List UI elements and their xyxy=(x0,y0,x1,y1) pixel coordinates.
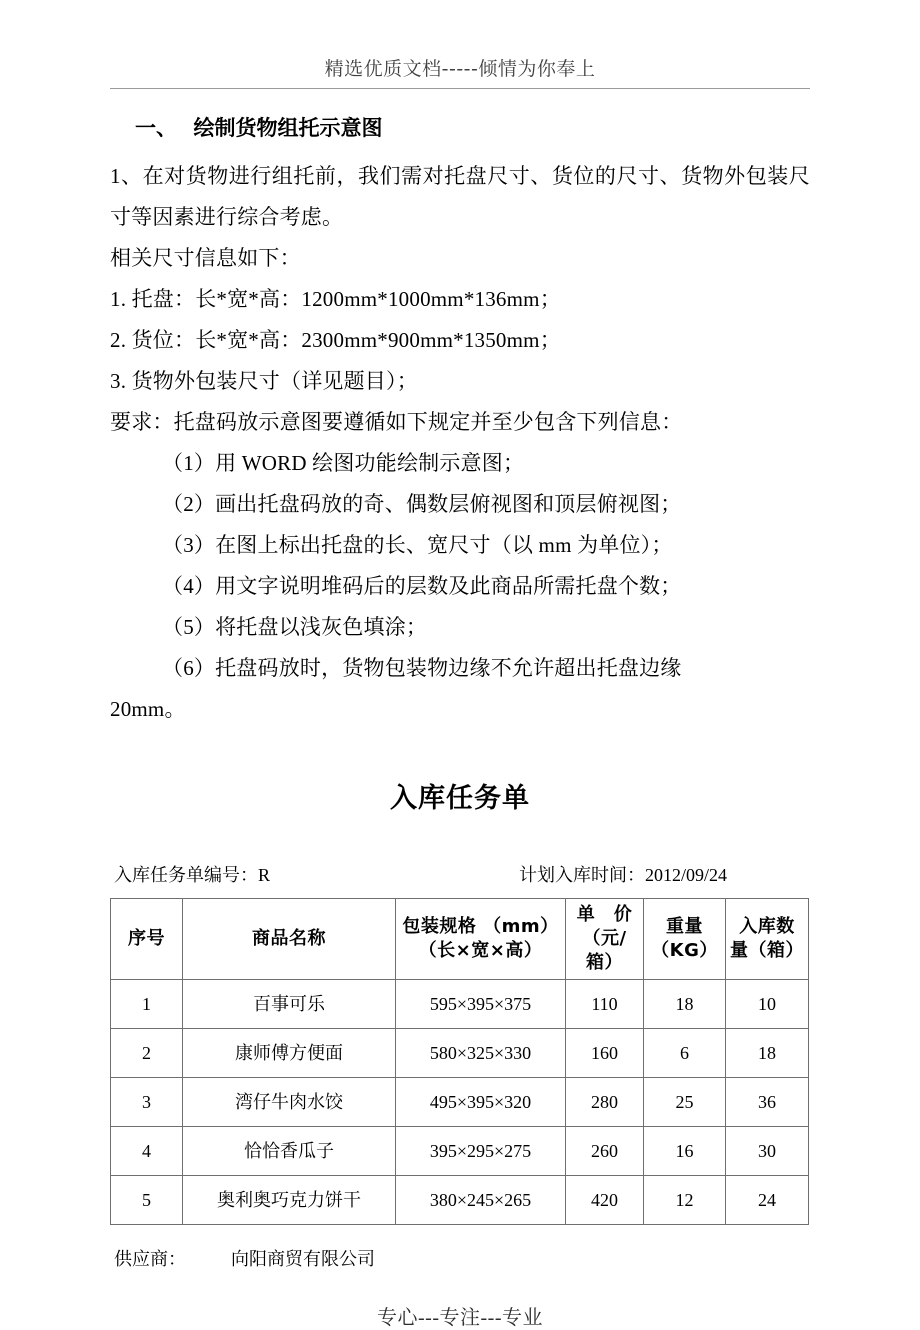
cell-name: 康师傅方便面 xyxy=(183,1029,396,1078)
column-header-qty xyxy=(726,899,809,980)
column-header-weight-line1: 重量 xyxy=(666,915,703,937)
cell-weight: 16 xyxy=(644,1127,726,1176)
header-divider xyxy=(110,88,810,89)
cell-index: 4 xyxy=(111,1127,183,1176)
table-row xyxy=(111,980,809,1029)
column-header-price-line3: 箱） xyxy=(586,952,623,974)
column-header-name-label: 商品名称 xyxy=(252,927,326,949)
table-header-row xyxy=(111,899,809,980)
cell-price: 260 xyxy=(566,1127,644,1176)
table-row xyxy=(111,1176,809,1225)
form-title: 入库任务单 xyxy=(390,783,530,815)
cell-qty: 18 xyxy=(726,1029,809,1078)
supplier-value: 向阳商贸有限公司 xyxy=(231,1249,375,1270)
cell-index: 3 xyxy=(111,1078,183,1127)
cell-qty: 24 xyxy=(726,1176,809,1225)
cell-spec: 495×395×320 xyxy=(396,1078,566,1127)
cell-spec: 395×295×275 xyxy=(396,1127,566,1176)
column-header-weight xyxy=(644,899,726,980)
list-item: （5）将托盘以浅灰色填涂； xyxy=(162,615,428,640)
column-header-index-label: 序号 xyxy=(128,927,165,949)
page-content xyxy=(110,0,810,1330)
column-header-spec-line1: 包装规格 （mm） xyxy=(402,915,559,937)
cell-index: 5 xyxy=(111,1176,183,1225)
list-item: （2）画出托盘码放的奇、偶数层俯视图和顶层俯视图； xyxy=(162,492,682,517)
cell-index: 2 xyxy=(111,1029,183,1078)
requirement-lead: 要求：托盘码放示意图要遵循如下规定并至少包含下列信息： xyxy=(110,410,683,435)
cell-spec: 595×395×375 xyxy=(396,980,566,1029)
document-footer: 专心---专注---专业 xyxy=(377,1307,543,1330)
cell-qty: 36 xyxy=(726,1078,809,1127)
cell-price: 160 xyxy=(566,1029,644,1078)
cell-qty: 10 xyxy=(726,980,809,1029)
cell-weight: 18 xyxy=(644,980,726,1029)
inbound-task-table xyxy=(110,898,809,1225)
list-item: （4）用文字说明堆码后的层数及此商品所需托盘个数； xyxy=(162,574,682,599)
table-body xyxy=(111,980,809,1225)
cell-price: 420 xyxy=(566,1176,644,1225)
intro-paragraph: 1、在对货物进行组托前，我们需对托盘尺寸、货位的尺寸、货物外包装尺寸等因素进行综合考虑。 xyxy=(110,164,810,230)
heading-number: 一、 xyxy=(135,115,177,140)
cell-weight: 12 xyxy=(644,1176,726,1225)
running-header xyxy=(110,0,810,89)
list-item: （6）托盘码放时，货物包装物边缘不允许超出托盘边缘 xyxy=(162,656,682,681)
table-row xyxy=(111,1127,809,1176)
column-header-price-line1: 单 价 xyxy=(576,903,633,925)
task-number-field: 入库任务单编号：R xyxy=(114,865,271,886)
form-meta-row xyxy=(110,861,810,887)
column-header-price-line2: （元/ xyxy=(582,927,627,949)
cell-name: 奥利奥巧克力饼干 xyxy=(183,1176,396,1225)
list-item: 2. 货位：长*宽*高：2300mm*900mm*1350mm； xyxy=(110,328,561,353)
running-header-text: 精选优质文档-----倾情为你奉上 xyxy=(324,58,596,80)
cell-index: 1 xyxy=(111,980,183,1029)
list-item: 3. 货物外包装尺寸（详见题目）； xyxy=(110,369,418,394)
supplier-label: 供应商： xyxy=(114,1249,186,1270)
column-header-qty-line2: 量（箱） xyxy=(730,940,804,962)
cell-name: 恰恰香瓜子 xyxy=(183,1127,396,1176)
plan-time-field: 计划入库时间：2012/09/24 xyxy=(519,865,728,886)
heading-text: 绘制货物组托示意图 xyxy=(193,115,383,140)
requirement-continuation: 20mm。 xyxy=(110,697,186,722)
cell-weight: 25 xyxy=(644,1078,726,1127)
column-header-spec xyxy=(396,899,566,980)
cell-name: 百事可乐 xyxy=(183,980,396,1029)
cell-weight: 6 xyxy=(644,1029,726,1078)
list-item: （1）用 WORD 绘图功能绘制示意图； xyxy=(162,451,525,476)
table-row xyxy=(111,1078,809,1127)
list-item: （3）在图上标出托盘的长、宽尺寸（以 mm 为单位）； xyxy=(162,533,673,558)
column-header-index xyxy=(111,899,183,980)
cell-price: 110 xyxy=(566,980,644,1029)
supplier-row xyxy=(110,1245,810,1271)
column-header-name xyxy=(183,899,396,980)
cell-spec: 580×325×330 xyxy=(396,1029,566,1078)
cell-qty: 30 xyxy=(726,1127,809,1176)
column-header-weight-line2: （KG） xyxy=(651,940,718,962)
column-header-price xyxy=(566,899,644,980)
cell-name: 湾仔牛肉水饺 xyxy=(183,1078,396,1127)
list-item: 1. 托盘：长*宽*高：1200mm*1000mm*136mm； xyxy=(110,287,561,312)
cell-spec: 380×245×265 xyxy=(396,1176,566,1225)
column-header-spec-line2: （长×宽×高） xyxy=(418,940,543,962)
column-header-qty-line1: 入库数 xyxy=(739,915,795,937)
info-lead: 相关尺寸信息如下： xyxy=(110,246,301,271)
table-row xyxy=(111,1029,809,1078)
page-title xyxy=(135,115,810,142)
cell-price: 280 xyxy=(566,1078,644,1127)
